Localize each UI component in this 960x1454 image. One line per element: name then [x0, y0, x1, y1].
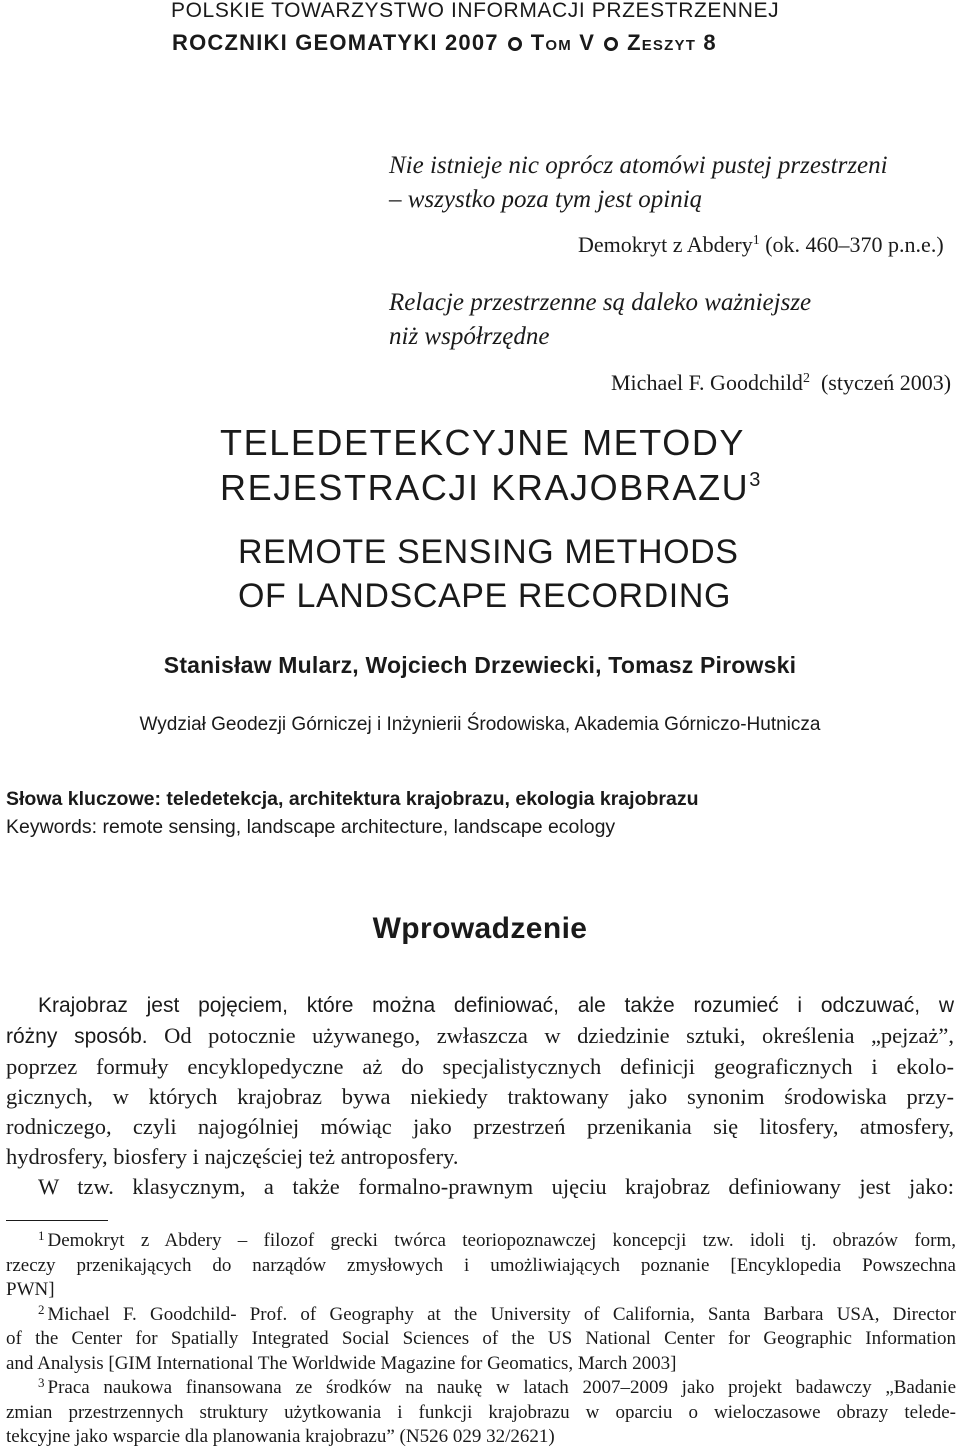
bullet-icon: [508, 37, 522, 51]
motto-1-attribution: [578, 232, 944, 258]
journal-issue: Zeszyt 8: [627, 30, 717, 55]
footnote-line: [6, 1229, 956, 1254]
footnote-number: 2: [38, 1301, 45, 1317]
title-line: TELEDETEKCYJNE METODY: [220, 422, 746, 463]
article-title-pl: [220, 420, 762, 510]
footnote-line: zmian przestrzennych struktury użytkowania i funkcji krajobrazu w oparciu o wieloczasowe obrazy telede-: [6, 1401, 956, 1423]
footnote-text: Praca naukowa finansowana ze środków na naukę w latach 2007–2009 jako projekt badawczy „Badanie: [47, 1377, 956, 1398]
article-title-en: [238, 530, 739, 618]
affiliation: Wydział Geodezji Górniczej i Inżynierii Środowiska, Akademia Górniczo-Hutnicza: [139, 714, 821, 735]
footnote-ref: 1: [752, 233, 760, 248]
body-line: rodniczego, czyli najogólniej mówiąc jako przestrzeń przenikania się litosfery, atmosfery,: [6, 1114, 954, 1139]
footnote-ref: 3: [749, 469, 763, 491]
footnote-line: PWN]: [6, 1279, 55, 1300]
motto-note: (styczeń 2003): [820, 370, 952, 395]
footnote-line: of the Center for Spatially Integrated Social Sciences of the US National Center for Geographic Information: [6, 1328, 956, 1349]
title-line-with-ref: [220, 465, 762, 510]
journal-volume: Tom V: [530, 30, 596, 55]
footnote-ref: 2: [802, 371, 810, 386]
title-line: REMOTE SENSING METHODS: [238, 533, 739, 571]
journal-header: [172, 30, 717, 56]
motto-line: – wszystko poza tym jest opinią: [389, 186, 703, 213]
authors: Stanisław Mularz, Wojciech Drzewiecki, Tomasz Pirowski: [163, 652, 797, 678]
keywords-pl: Słowa kluczowe: teledetekcja, architektura krajobrazu, ekologia krajobrazu: [6, 788, 699, 810]
body-line: Krajobraz jest pojęciem, które można definiować, ale także rozumieć i odczuwać, w: [38, 994, 954, 1017]
footnote-line: rzeczy przenikających do narządów zmysłowych i umożliwiających poznanie [Encyklopedia Powszechna: [6, 1254, 956, 1276]
body-text-fragment: Od potocznie używanego, zwłaszcza w dziedzinie sztuki, określenia „pejzaż”,: [147, 1023, 954, 1048]
publisher-header: POLSKIE TOWARZYSTWO INFORMACJI PRZESTRZENNEJ: [171, 0, 780, 22]
body-line: [6, 1021, 954, 1052]
body-line: W tzw. klasycznym, a także formalno-prawnym ujęciu krajobraz definiowany jest jako:: [38, 1174, 954, 1199]
journal-name: ROCZNIKI GEOMATYKI 2007: [172, 30, 499, 55]
motto-line: Relacje przestrzenne są daleko ważniejsze: [389, 289, 812, 316]
motto-line: Nie istnieje nic oprócz atomówi pustej przestrzeni: [389, 152, 888, 179]
motto-note: (ok. 460–370 p.n.e.): [765, 232, 944, 257]
keywords-en: Keywords: remote sensing, landscape architecture, landscape ecology: [6, 816, 616, 838]
motto-author: Michael F. Goodchild: [611, 370, 803, 395]
footnote-line: tekcyjne jako wsparcie dla planowania krajobrazu” (N526 029 32/2621): [6, 1426, 555, 1447]
title-line: OF LANDSCAPE RECORDING: [238, 577, 732, 615]
footnote-separator: [6, 1220, 108, 1221]
body-line: hydrosfery, biosfery i najczęściej też antroposfery.: [6, 1144, 459, 1169]
bullet-icon: [604, 37, 618, 51]
motto-author: Demokryt z Abdery: [578, 232, 753, 257]
motto-1: [389, 149, 888, 217]
motto-2: [389, 286, 811, 354]
body-text-fragment: różny sposób.: [6, 1025, 148, 1048]
title-line: REJESTRACJI KRAJOBRAZU: [220, 467, 750, 508]
footnote-text: Michael F. Goodchild- Prof. of Geography at the University of California, Santa Barbara USA, Director: [47, 1303, 956, 1325]
footnote-number: 3: [38, 1375, 45, 1390]
footnote-line: [6, 1376, 956, 1401]
footnote-line: [6, 1303, 956, 1328]
footnote-number: 1: [38, 1228, 45, 1243]
body-line: poprzez formuły encyklopedyczne aż do specjalistycznych definicji geograficznych i ekolo-: [6, 1054, 954, 1079]
motto-2-attribution: [611, 370, 951, 396]
footnote-text: Demokryt z Abdery – filozof grecki twórca teoriopoznawczej koncepcji tzw. idoli tj. obrazów form,: [47, 1230, 956, 1251]
body-line: gicznych, w których krajobraz bywa niekiedy traktowany jako synonim środowiska przy-: [6, 1084, 954, 1109]
motto-line: niż współrzędne: [389, 323, 550, 350]
section-heading: Wprowadzenie: [372, 912, 588, 945]
footnotes: [6, 1229, 956, 1450]
body-paragraph: [6, 991, 954, 1202]
footnote-line: and Analysis [GIM International The Worldwide Magazine for Geomatics, March 2003]: [6, 1352, 677, 1374]
